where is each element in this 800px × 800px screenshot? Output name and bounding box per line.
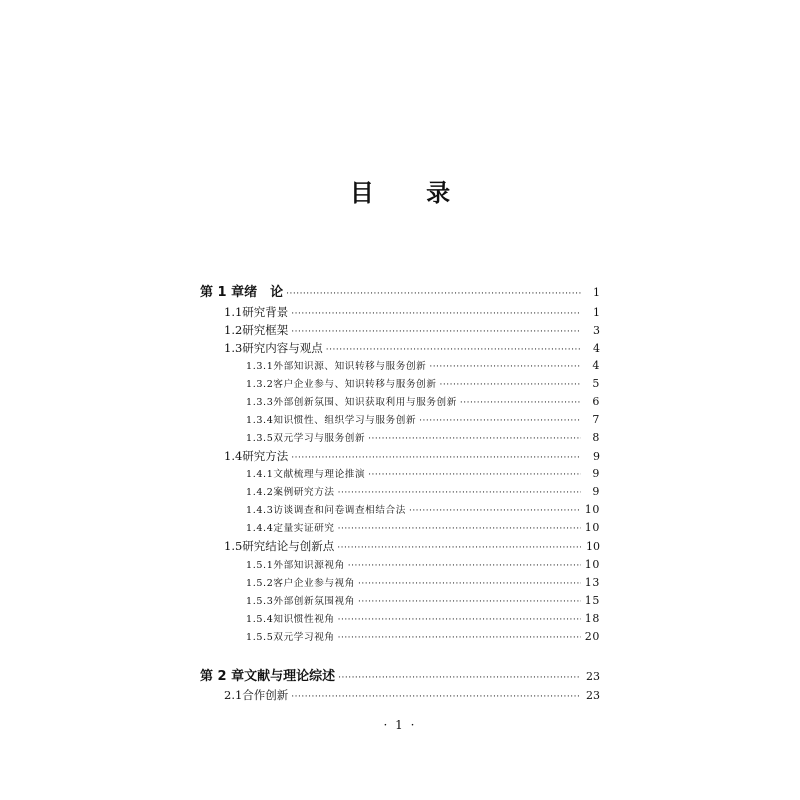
toc-entry-label: 外部知识源视角 bbox=[273, 560, 345, 571]
toc-entry-number: 1.5 bbox=[224, 539, 243, 553]
toc-entry-1-3-5[interactable] bbox=[246, 429, 600, 447]
toc-leader-dots bbox=[338, 669, 581, 687]
page-number-footer: · 1 · bbox=[383, 718, 417, 732]
page-title: 目 录 bbox=[349, 179, 473, 207]
toc-entry-1-4-1[interactable] bbox=[246, 465, 600, 483]
toc-entry-1-5-5[interactable] bbox=[246, 628, 600, 646]
toc-entry-label: 研究方法 bbox=[242, 449, 289, 463]
toc-entry-label: 研究背景 bbox=[242, 305, 289, 319]
toc-entry-page: 1 bbox=[593, 286, 600, 299]
toc-entry-page: 15 bbox=[584, 594, 600, 607]
toc-entry-page: 4 bbox=[592, 359, 600, 372]
toc-entry-label: 客户企业参与视角 bbox=[273, 578, 355, 589]
toc-leader-dots bbox=[286, 285, 581, 303]
toc-entry-page: 3 bbox=[593, 324, 600, 337]
toc-entry-1-4-4[interactable] bbox=[246, 519, 600, 537]
toc-entry-page: 1 bbox=[593, 306, 600, 319]
toc-leader-dots bbox=[368, 466, 581, 484]
toc-entry-label: 外部创新氛围视角 bbox=[273, 596, 355, 607]
toc-entry-label: 研究内容与观点 bbox=[242, 341, 323, 355]
toc-entry-number: 1.3.4 bbox=[246, 415, 274, 426]
toc-entry-page: 23 bbox=[586, 689, 600, 702]
toc-entry-label: 知识惯性视角 bbox=[273, 614, 335, 625]
toc-leader-dots bbox=[338, 629, 581, 647]
toc-entry-number: 1.4.3 bbox=[246, 505, 274, 516]
toc-entry-1-3-3[interactable] bbox=[246, 393, 600, 411]
toc-leader-dots bbox=[358, 593, 581, 611]
toc-entry-number: 1.5.1 bbox=[246, 560, 274, 571]
toc-entry-label: 文献梳理与理论推演 bbox=[273, 469, 366, 480]
toc-entry-1-5-4[interactable] bbox=[246, 610, 600, 628]
toc-entry-1-1[interactable] bbox=[224, 303, 600, 321]
toc-entry-label: 外部知识源、知识转移与服务创新 bbox=[273, 361, 427, 372]
toc-entry-chapter-1[interactable] bbox=[200, 284, 600, 302]
toc-entry-1-5-2[interactable] bbox=[246, 574, 600, 592]
toc-entry-number: 1.5.4 bbox=[246, 614, 274, 625]
toc-entry-page: 6 bbox=[592, 395, 600, 408]
toc-entry-number: 1.1 bbox=[224, 305, 243, 319]
toc-entry-number: 1.5.3 bbox=[246, 596, 274, 607]
toc-entry-number: 1.3.1 bbox=[246, 361, 274, 372]
toc-entry-number: 1.3.2 bbox=[246, 379, 274, 390]
toc-entry-number: 2.1 bbox=[224, 688, 243, 702]
toc-entry-label: 研究结论与创新点 bbox=[242, 539, 335, 553]
toc-entry-number: 1.3.5 bbox=[246, 433, 274, 444]
toc-entry-number: 1.2 bbox=[224, 323, 243, 337]
toc-entry-page: 23 bbox=[586, 670, 600, 683]
toc-entry-number: 1.4.2 bbox=[246, 487, 274, 498]
toc-entry-label: 双元学习与服务创新 bbox=[273, 433, 366, 444]
toc-leader-dots bbox=[460, 394, 581, 412]
toc-entry-page: 20 bbox=[584, 630, 600, 643]
toc-entry-number: 1.5.5 bbox=[246, 632, 274, 643]
toc-leader-dots bbox=[338, 484, 581, 502]
toc-leader-dots bbox=[291, 688, 581, 706]
toc-entry-page: 9 bbox=[592, 467, 600, 480]
toc-entry-label: 合作创新 bbox=[242, 688, 289, 702]
toc-entry-2-1[interactable] bbox=[224, 686, 600, 704]
toc-leader-dots bbox=[358, 575, 581, 593]
toc-leader-dots bbox=[440, 376, 581, 394]
toc-entry-label: 绪 论 bbox=[244, 285, 284, 300]
toc-entry-1-4-3[interactable] bbox=[246, 501, 600, 519]
toc-entry-label: 客户企业参与、知识转移与服务创新 bbox=[273, 379, 437, 390]
toc-entry-label: 案例研究方法 bbox=[273, 487, 335, 498]
toc-entry-page: 10 bbox=[584, 558, 600, 571]
toc-entry-1-2[interactable] bbox=[224, 321, 600, 339]
toc-entry-page: 10 bbox=[584, 521, 600, 534]
toc-entry-page: 13 bbox=[584, 576, 600, 589]
toc-entry-1-3[interactable] bbox=[224, 339, 600, 357]
toc-entry-label: 定量实证研究 bbox=[273, 523, 335, 534]
toc-entry-page: 10 bbox=[584, 503, 600, 516]
toc-entry-1-4-2[interactable] bbox=[246, 483, 600, 501]
toc-entry-number: 1.4.1 bbox=[246, 469, 274, 480]
toc-entry-label: 双元学习视角 bbox=[273, 632, 335, 643]
toc-entry-page: 9 bbox=[593, 450, 600, 463]
toc-entry-1-5-1[interactable] bbox=[246, 556, 600, 574]
toc-leader-dots bbox=[348, 557, 581, 575]
toc-entry-label: 外部创新氛围、知识获取利用与服务创新 bbox=[273, 397, 457, 408]
toc-entry-page: 18 bbox=[584, 612, 600, 625]
toc-entry-number: 1.4.4 bbox=[246, 523, 274, 534]
toc-entry-label: 访谈调查和问卷调查相结合法 bbox=[273, 505, 406, 516]
toc-entry-1-3-2[interactable] bbox=[246, 375, 600, 393]
toc-entry-label: 知识惯性、组织学习与服务创新 bbox=[273, 415, 417, 426]
toc-leader-dots bbox=[429, 358, 581, 376]
toc-entry-page: 9 bbox=[592, 485, 600, 498]
toc-entry-1-5-3[interactable] bbox=[246, 592, 600, 610]
toc-entry-page: 7 bbox=[592, 413, 600, 426]
toc-entry-1-4[interactable] bbox=[224, 447, 600, 465]
toc-entry-page: 4 bbox=[593, 342, 600, 355]
toc-entry-number: 1.3 bbox=[224, 341, 243, 355]
toc-leader-dots bbox=[409, 502, 581, 520]
toc-entry-1-3-4[interactable] bbox=[246, 411, 600, 429]
toc-entry-label: 文献与理论综述 bbox=[244, 669, 336, 684]
toc-entry-1-5[interactable] bbox=[224, 537, 600, 555]
toc-leader-dots bbox=[337, 539, 581, 557]
toc-entry-chapter-2[interactable] bbox=[200, 668, 600, 686]
toc-entry-page: 10 bbox=[586, 540, 600, 553]
toc-entry-number: 1.4 bbox=[224, 449, 243, 463]
toc-leader-dots bbox=[368, 430, 581, 448]
toc-entry-page: 8 bbox=[592, 431, 600, 444]
toc-entry-number: 1.5.2 bbox=[246, 578, 274, 589]
toc-leader-dots bbox=[419, 412, 581, 430]
toc-leader-dots bbox=[338, 611, 581, 629]
toc-entry-number: 第 1 章 bbox=[200, 285, 245, 300]
toc-entry-page: 5 bbox=[592, 377, 600, 390]
toc-entry-number: 1.3.3 bbox=[246, 397, 274, 408]
toc-entry-number: 第 2 章 bbox=[200, 669, 245, 684]
toc-leader-dots bbox=[338, 520, 581, 538]
toc-entry-label: 研究框架 bbox=[242, 323, 289, 337]
toc-entry-1-3-1[interactable] bbox=[246, 357, 600, 375]
